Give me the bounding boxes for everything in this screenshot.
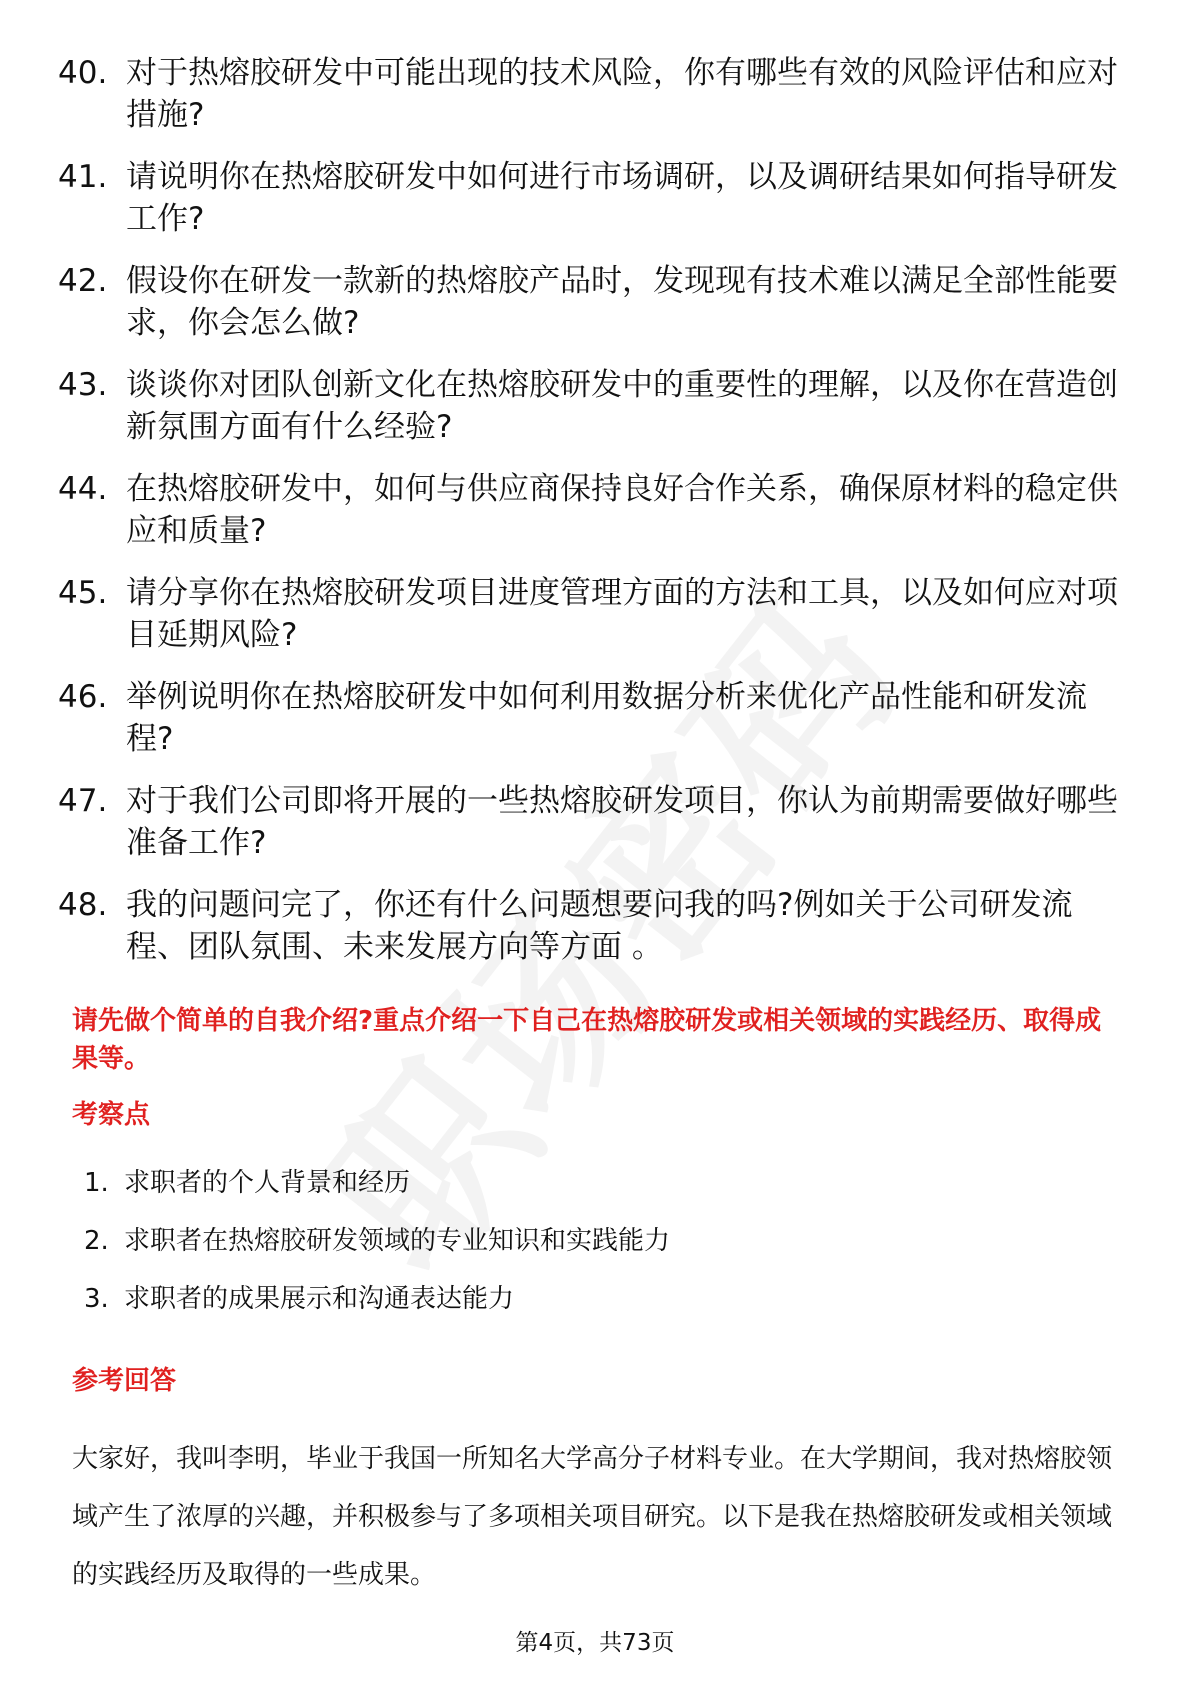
reference-answer: 大家好，我叫李明，毕业于我国一所知名大学高分子材料专业。在大学期间，我对热熔胶领域产生了浓厚的兴趣，并积极参与了多项相关项目研究。以下是我在热熔胶研发或相关领域的实践经历及取得的一些成果。	[72, 1444, 1113, 1590]
page-footer: 第4页，共73页	[515, 1630, 675, 1656]
point-number: 2.	[84, 1226, 109, 1256]
reference-title: 参考回答	[72, 1366, 177, 1396]
question-item	[58, 572, 1118, 656]
question-text: 对于热熔胶研发中可能出现的技术风险，你有哪些有效的风险评估和应对措施?	[126, 55, 1118, 133]
intro-question: 请先做个简单的自我介绍?重点介绍一下自己在热熔胶研发或相关领域的实践经历、取得成果等。	[72, 1006, 1102, 1074]
question-number: 43.	[58, 367, 108, 403]
question-item	[58, 52, 1118, 136]
question-item	[58, 676, 1118, 760]
question-text: 对于我们公司即将开展的一些热熔胶研发项目，你认为前期需要做好哪些准备工作?	[126, 783, 1118, 861]
assessment-point	[84, 1166, 1084, 1200]
question-text: 在热熔胶研发中，如何与供应商保持良好合作关系，确保原材料的稳定供应和质量?	[126, 471, 1118, 549]
assessment-point	[84, 1282, 1084, 1316]
question-text: 我的问题问完了，你还有什么问题想要问我的吗?例如关于公司研发流程、团队氛围、未来发展方向等方面 。	[126, 887, 1073, 965]
point-number: 3.	[84, 1284, 109, 1314]
question-list	[58, 52, 1118, 968]
assessment-title: 考察点	[72, 1100, 151, 1130]
question-item	[58, 884, 1118, 968]
question-item	[58, 468, 1118, 552]
question-number: 45.	[58, 575, 108, 611]
question-text: 假设你在研发一款新的热熔胶产品时，发现现有技术难以满足全部性能要求，你会怎么做?	[126, 263, 1118, 341]
question-number: 42.	[58, 263, 108, 299]
question-number: 41.	[58, 159, 108, 195]
assessment-points	[84, 1166, 1084, 1340]
question-item	[58, 260, 1118, 344]
question-item	[58, 364, 1118, 448]
question-number: 40.	[58, 55, 108, 91]
question-text: 请说明你在热熔胶研发中如何进行市场调研，以及调研结果如何指导研发工作?	[126, 159, 1118, 237]
question-number: 44.	[58, 471, 108, 507]
question-item	[58, 780, 1118, 864]
question-text: 举例说明你在热熔胶研发中如何利用数据分析来优化产品性能和研发流程?	[126, 679, 1087, 757]
question-number: 46.	[58, 679, 108, 715]
question-number: 47.	[58, 783, 108, 819]
point-text: 求职者的成果展示和沟通表达能力	[124, 1284, 515, 1314]
question-item	[58, 156, 1118, 240]
question-number: 48.	[58, 887, 108, 923]
question-text: 请分享你在热熔胶研发项目进度管理方面的方法和工具，以及如何应对项目延期风险?	[126, 575, 1118, 653]
point-text: 求职者在热熔胶研发领域的专业知识和实践能力	[124, 1226, 671, 1256]
question-text: 谈谈你对团队创新文化在热熔胶研发中的重要性的理解，以及你在营造创新氛围方面有什么经验?	[126, 367, 1118, 445]
point-text: 求职者的个人背景和经历	[124, 1168, 411, 1198]
point-number: 1.	[84, 1168, 109, 1198]
assessment-point	[84, 1224, 1084, 1258]
